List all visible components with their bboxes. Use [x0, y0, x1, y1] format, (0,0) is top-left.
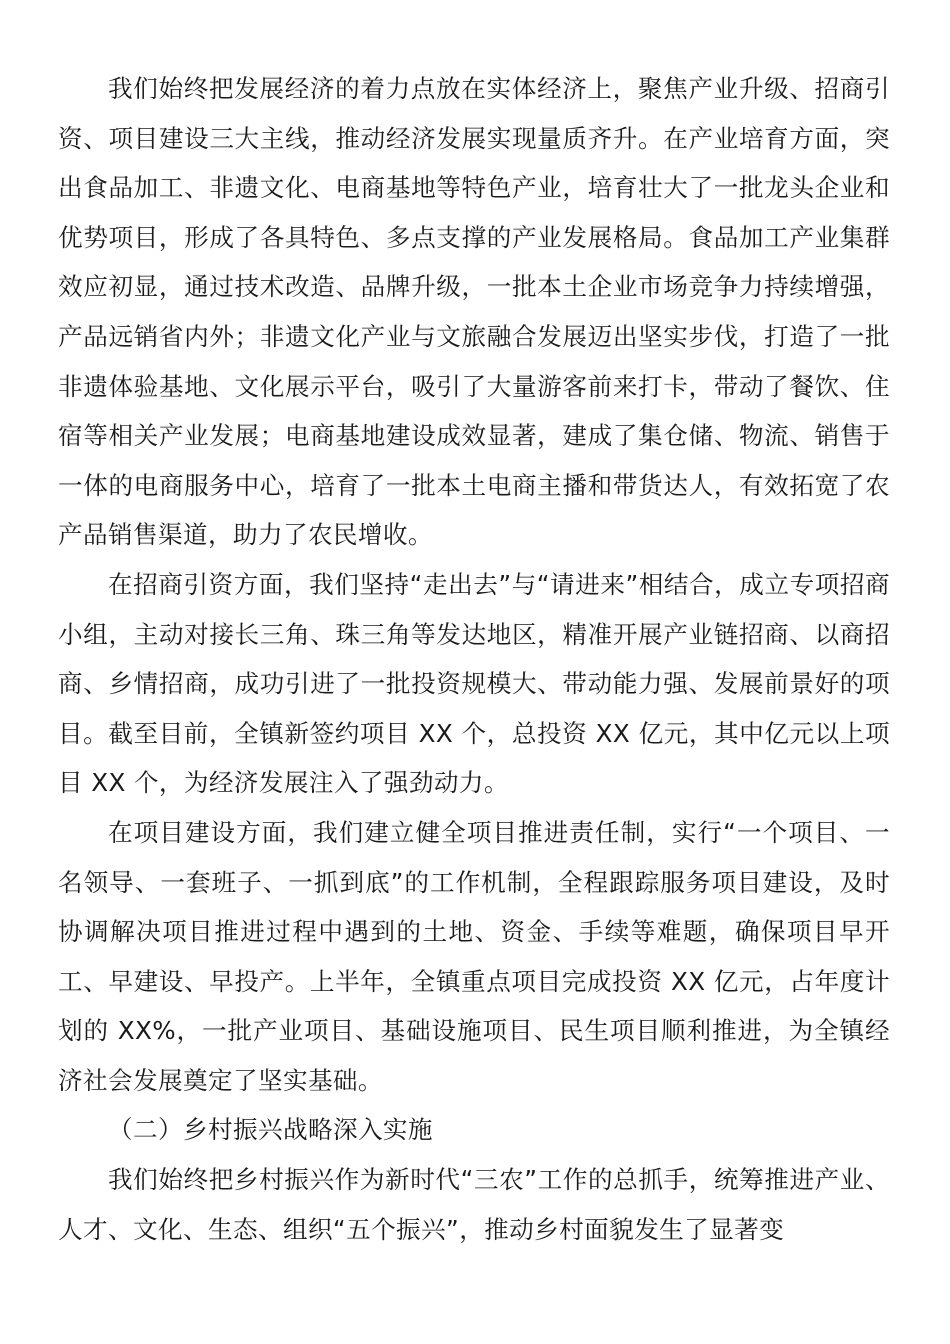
section-heading-rural-revitalization: （二）乡村振兴战略深入实施: [108, 1115, 433, 1145]
paragraph-industry-overview: 我们始终把发展经济的着力点放在实体经济上，聚焦产业升级、招商引资、项目建设三大主线，推动经济发展实现量质齐升。在产业培育方面，突出食品加工、非遗文化、电商基地等特色产业，培育壮大了一批龙头企业和优势项目，形成了各具特色、多点支撑的产业发展格局。食品加工产业集群效应初显，通过技术改造、品牌升级，一批本土企业市场竞争力持续增强，产品远销省内外；非遗文化产业与文旅融合发展迈出坚实步伐，打造了一批非遗体验基地、文化展示平台，吸引了大量游客前来打卡，带动了餐饮、住宿等相关产业发展；电商基地建设成效显著，建成了集仓储、物流、销售于一体的电商服务中心，培育了一批本土电商主播和带货达人，有效拓宽了农产品销售渠道，助力了农民增收。: [58, 74, 890, 550]
paragraph-project-construction: 在项目建设方面，我们建立健全项目推进责任制，实行“一个项目、一名领导、一套班子、一抓到底”的工作机制，全程跟踪服务项目建设，及时协调解决项目推进过程中遇到的土地、资金、手续等难题，确保项目早开工、早建设、早投产。上半年，全镇重点项目完成投资 XX 亿元，占年度计划的 XX%，一批产业项目、基础设施项目、民生项目顺利推进，为全镇经济社会发展奠定了坚实基础。: [58, 817, 890, 1095]
document-page: [58, 64, 890, 1254]
paragraph-rural-revitalization: 我们始终把乡村振兴作为新时代“三农”工作的总抓手，统筹推进产业、人才、文化、生态、组织“五个振兴”，推动乡村面貌发生了显著变: [58, 1165, 890, 1244]
paragraph-investment-attraction: 在招商引资方面，我们坚持“走出去”与“请进来”相结合，成立专项招商小组，主动对接长三角、珠三角等发达地区，精准开展产业链招商、以商招商、乡情招商，成功引进了一批投资规模大、带动能力强、发展前景好的项目。截至目前，全镇新签约项目 XX 个，总投资 XX 亿元，其中亿元以上项目 XX 个，为经济发展注入了强劲动力。: [58, 569, 890, 798]
